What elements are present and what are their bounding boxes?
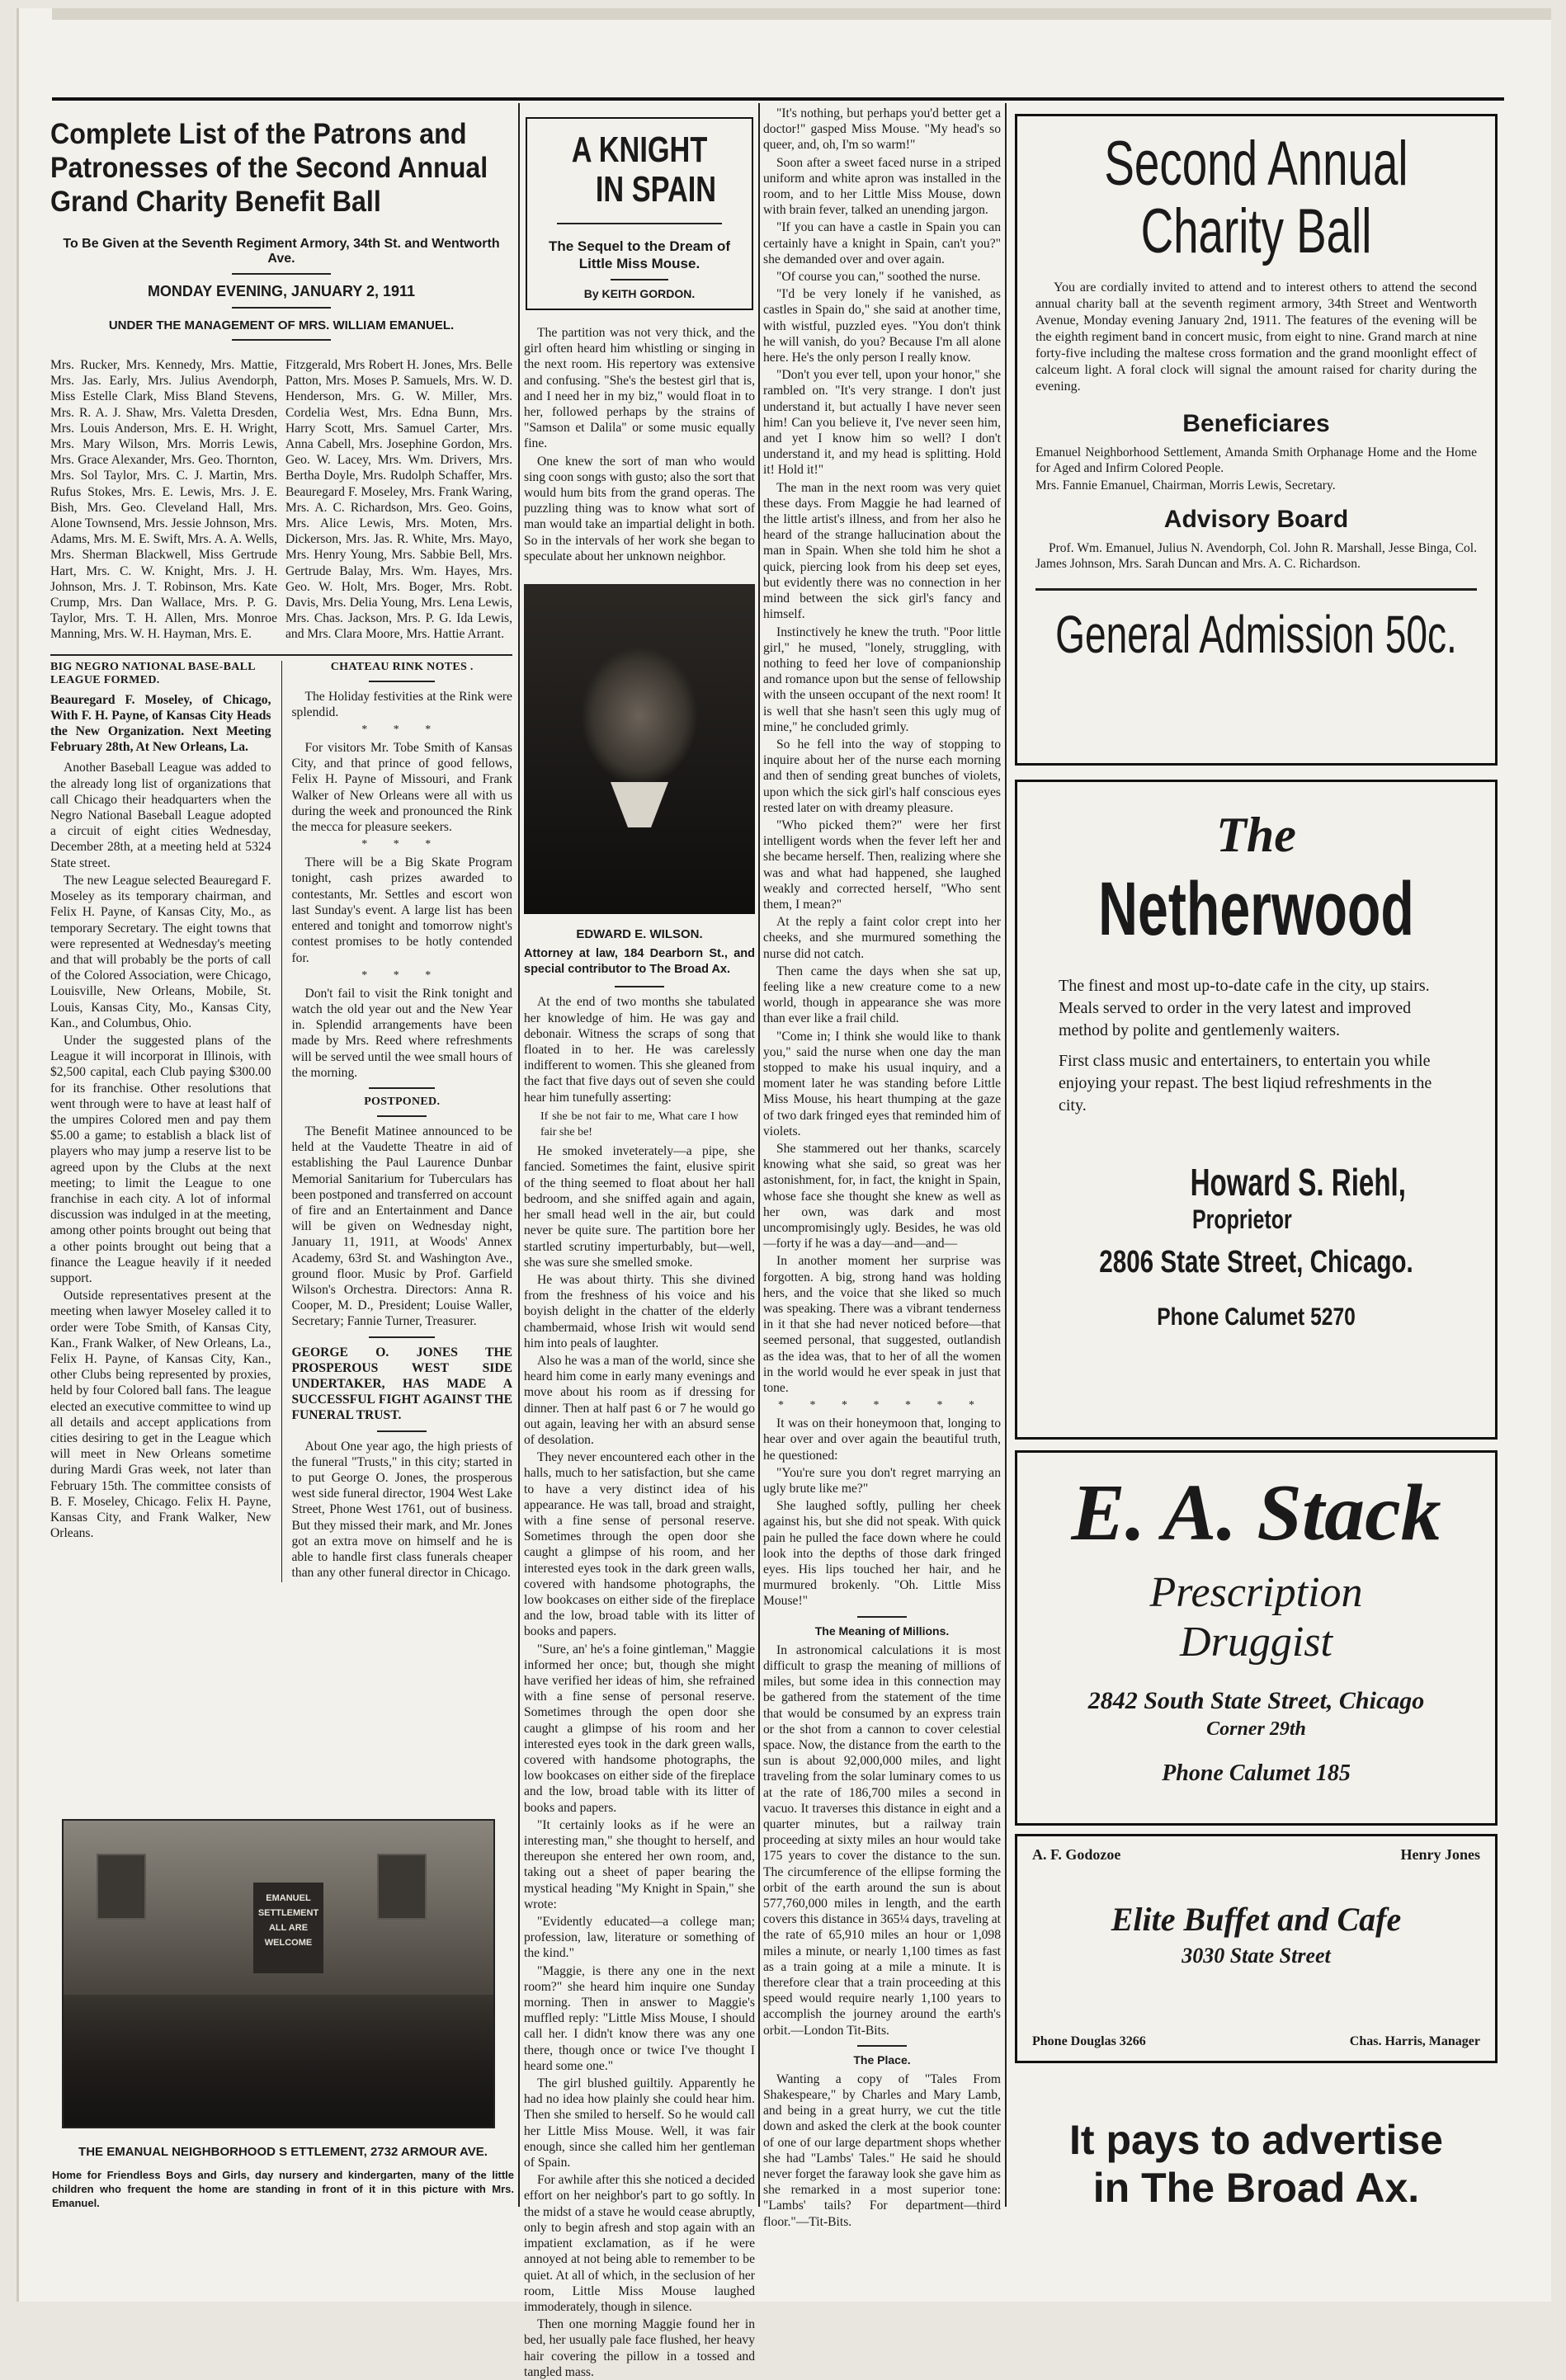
story-paragraph: They never encountered each other in the halls, much to her satisfaction, but she came to have a very distinct idea of his appearance. He was tall, broad and straight, with a fine sense of personal reserve. Sometimes through the open door she caught a glimpse of his room, and her interested eyes took in the dark green walls, covered with handsome photographs, the low bookcases on either side of the fireplace and the low, broad table with its litter of books and papers. [524, 1450, 755, 1639]
stack-address: 2842 South State Street, Chicago [1087, 1687, 1425, 1714]
league-headline: BIG NEGRO NATIONAL BASE-BALL LEAGUE FORMED. [50, 660, 256, 686]
pays-line1: It pays to advertise [1069, 2117, 1443, 2163]
elite-title: Elite Buffet and Cafe [1111, 1901, 1402, 1938]
photo-caption: THE EMANUAL NEIGHBORHOOD S ETTLEMENT, 2732 ARMOUR AVE. [78, 2145, 488, 2159]
advisory-list: Prof. Wm. Emanuel, Julius N. Avendorph, Col. John R. Marshall, Jesse Binga, Col. James Johnson, Mrs. Sarah Duncan and Mrs. A. C. Richardson. [1035, 540, 1477, 571]
story-paragraph: "Maggie, is there any one in the next room?" she heard him inquire one Sunday morning. Then in answer to Maggie's muffled reply: "Little Miss Mouse, I should call her. I didn't know there was any one there, though once or twice I've thought I heard some one." [524, 1963, 755, 2073]
story-paragraph: "Evidently educated—a college man; profession, law, literature or something of the kind." [524, 1915, 755, 1961]
ball-title-1: Second Annual [1104, 129, 1408, 199]
story-paragraph: "Of course you can," soothed the nurse. [776, 270, 981, 285]
portrait-caption: Attorney at law, 184 Dearborn St., and special contributor to The Broad Ax. [524, 947, 755, 977]
netherwood-address: 2806 State Street, Chicago. [1099, 1245, 1413, 1280]
netherwood-the: The [1216, 808, 1296, 862]
stack-line1: Prescription [1149, 1569, 1363, 1616]
league-paragraph: Another Baseball League was added to the already long list of organizations that call Chicago their headquarters when the Negro National Baseball League adopted a circuit of eight cities Wednesday, December 28th, at a meeting held at 5324 State street. [50, 761, 271, 870]
ad-stack [1015, 1450, 1498, 1826]
proprietor-title: Proprietor [1192, 1204, 1292, 1234]
portrait-name: EDWARD E. WILSON. [576, 927, 703, 942]
story-paragraph: Then one morning Maggie found her in bed, her usually pale face flushed, her heavy hair covering the pillow in a tossed and tangled mass. [524, 2317, 755, 2379]
right-subcolumn: CHATEAU RINK NOTES . The Holiday festivities at the Rink were splendid. * * * For visitors Mr. Tobe Smith of Kansas City, and that prince of good fellows, Felix H. Payne of Missouri, and Frank Walker of New Orleans were all with us during the week and pronounced the Rink the mecca for pleasure seekers. * * * There will be a Big Skate Program tonight, cash prizes awarded to contestants, Mr. Settles and escort won last Sunday's event. A large list has been entered and tonight and tomorrow night's contest promises to be hotly contended for. * * * Don't fail to visit the Rink tonight and watch the old year out and the New Year in. Splendid arrangements have been made by Mrs. Reed where refreshments will be served until the wee small hours of the morning. POSTPONED. The Benefit Matinee announced to be held at the Vaudette Theatre in aid of establishing the Paul Laurence Dunbar Memorial Sanitarium for Tuberculars has been postponed and transferred on account of fire and an Entertainment and Dance will be given on Wednesday night, January 11, 1911, at Woods' Annex Academy, 63rd St. and Washington Ave., ground floor. Music by Prof. Garfield Wilson's Orchestra. Directors: Anna R. Cooper, M. D., President; Louise Waller, Secretary; Fannie Turner, Treasurer. GEORGE O. JONES THE PROSPEROUS WEST SIDE UNDERTAKER, HAS MADE A SUCCESSFUL FIGHT AGAINST THE FUNERAL TRUST. About One year ago, the high priests of the funeral "Trusts," in this city; started in to put George O. Jones, the prosperous west side funeral director, 1904 West Lake Street, Phone West 1761, out of business. But they missed their mark, and Mr. Jones got an extra move on himself and he is able to handle first class funerals cheaper than any other funeral director in Chicago. [291, 660, 512, 1581]
ad-netherwood [1015, 780, 1498, 1440]
ball-admission: General Admission 50c. [1055, 605, 1457, 665]
knight-byline: By KEITH GORDON. [583, 287, 696, 300]
story-paragraph: The girl blushed guiltily. Apparently he had no idea how plainly she could hear him. Then she smiled to herself. So he would call her Little Miss Mouse. Well, it was fair enough, since she called him her gentleman of Spain. [524, 2076, 755, 2170]
newspaper-page [17, 8, 1551, 2379]
ad-broad-ax [1015, 2116, 1498, 2212]
netherwood-phone: Phone Calumet 5270 [1157, 1303, 1356, 1331]
beneficiaries-list: Emanuel Neighborhood Settlement, Amanda Smith Orphanage Home and the Home for Aged and Infirm Colored People. [1035, 445, 1477, 476]
jones-paragraph: About One year ago, the high priests of the funeral "Trusts," in this city; started in to put George O. Jones, the prosperous west side funeral director, 1904 West Lake Street, Phone West 1761, out of business. But they missed their mark, and Mr. Jones got an extra move on himself and he is able to handle first class funerals cheaper than any other funeral director in Chicago. [291, 1439, 512, 1581]
patrons-right: Fitzgerald, Mrs Robert H. Jones, Mrs. Belle Patton, Mrs. Moses P. Samuels, Mrs. W. D. Henderson, Mrs. G. W. Miller, Mrs. Cordelia West, Mrs. Edna Bunn, Mrs. Harry Scott, Mrs. Samuel Carter, Mrs. Anna Cabell, Mrs. Josephine Gordon, Mrs. Geo. W. Lacey, Mrs. Wm. Drivers, Mrs. Bertha Doyle, Mrs. Rudolph Schaffer, Mrs. Beauregard F. Moseley, Mrs. Frank Waring, Mrs. A. C. Richardson, Mrs. Geo. Goins, Mrs. Alice Lewis, Mrs. Moten, Mrs. Dickerson, Mrs. Jas. R. White, Mrs. Mayo, Mrs. Henry Young, Mrs. Sabbie Bell, Mrs. Gertrude Balay, Mrs. Wm. Hayes, Mrs. Geo. W. Holt, Mrs. Boger, Mrs. Robt. Davis, Mrs. Delia Young, Mrs. Lena Lewis, Mrs. Chas. Jackson, Mrs. P. G. Ida Lewis, and Mrs. Clara Moore, Mrs. Hattie Arrant. [285, 358, 512, 642]
elite-footer [1032, 2034, 1480, 2049]
wilson-portrait [524, 584, 755, 914]
story-paragraph: He smoked inveterately—a pipe, she fancied. Sometimes the faint, elusive spirit of the thing seemed to float about her hall bedroom, and she sniffed again and again, her small head well in the air, but could never be quite sure. The partition bore her startled scrutiny imperturbably, but—well, she was sure she smelled smoke. [524, 1144, 755, 1270]
column-divider [518, 103, 520, 2207]
league-subhead: Beauregard F. Moseley, of Chicago, With F. H. Payne, of Kansas City Heads the New Organization. Next Meeting February 28th, At New Orleans, La. [50, 692, 271, 755]
settlement-photo [62, 1819, 495, 2128]
story-paragraph: She laughed softly, pulling her cheek against his, but she did not speak. With quick pain he pulled the face down where he could look into the depths of those dark fringed eyes. His lips touched her hair, and he murmured brokenly. "Oh. Little Miss Mouse!" [763, 1499, 1001, 1609]
stack-corner: Corner 29th [1206, 1718, 1306, 1740]
story-paragraph: "I'd be very lonely if he vanished, as castles in Spain do," she said at another time, with wistful, puzzled eyes. "You don't think he will vanish, do you? Because I'm all alone here. He's the only person I really know. [763, 287, 1001, 365]
elite-address: 3030 State Street [1182, 1944, 1331, 1968]
rink-paragraph: For visitors Mr. Tobe Smith of Kansas City, and that prince of good fellows, Felix H. Payne of Missouri, and Frank Walker of New Orleans were all with us during the week and pronounced the Rink the mecca for pleasure seekers. [291, 741, 512, 835]
story-paragraph: "If you can have a castle in Spain you can certainly have a knight in Spain, can't you?" she demanded over and over again. [763, 220, 1001, 266]
elite-left-name: A. F. Godozoe [1032, 1846, 1121, 1863]
ball-title-2: Charity Ball [1140, 196, 1372, 266]
rink-headline: CHATEAU RINK NOTES . [330, 660, 474, 673]
ad-charity-ball [1015, 114, 1498, 766]
netherwood-name: Netherwood [1098, 867, 1414, 951]
elite-manager: Chas. Harris, Manager [1349, 2034, 1480, 2048]
column-divider [1005, 103, 1007, 2207]
patrons-management: UNDER THE MANAGEMENT OF MRS. WILLIAM EMANUEL. [108, 318, 455, 332]
ball-body: You are cordially invited to attend and to interest others to attend the second annual charity ball at the seventh regiment armory, 34th Street and Wentworth Avenue, Monday evening January 2nd, 1911. The features of the evening will be the eighth regiment band in concert music, from eight to nine. Grand march at nine forty-five including the maltese cross formation and the grand moonlight effect of calceum light. A foral clock will signal the amount raised for charity during the evening. [1035, 280, 1477, 394]
elite-phone: Phone Douglas 3266 [1032, 2034, 1146, 2048]
story-paragraph: At the end of two months she tabulated her knowledge of him. He was gay and debonair. Witness the scraps of song that floated in to her. He was carelessly indifferent to women. This she gleaned from the fact that five days out of seven she could hear him tunefully asserting: [524, 995, 755, 1105]
story-paragraph: "You're sure you don't regret marrying an ugly brute like me?" [763, 1465, 1001, 1496]
league-article [50, 661, 271, 1583]
story-paragraph: It was on their honeymoon that, longing to hear over and over again the beautiful truth, he questioned: [763, 1416, 1001, 1463]
story-paragraph: At the reply a faint color crept into her cheeks, and she murmured something the nurse did not catch. [763, 915, 1001, 961]
story-paragraph: The partition was not very thick, and the girl often heard him whistling or singing in the next room. His repertory was extensive and confusing. "She's the bestest girl that is, and I need her in my biz," would float in to her, followed perhaps by the strains of "Samson et Dalila" or some music equally fine. [524, 326, 755, 451]
story-paragraph: She stammered out her thanks, scarcely knowing what she said, so great was her astonishment, for, in fact, the knight in Spain, whose face she thought she knew as well as her own, was dark and most uncompromisingly ugly. Besides, he was old—forty if he was a day—and—and— [763, 1142, 1001, 1251]
knight-title-box [526, 117, 753, 310]
story-paragraph: One knew the sort of man who would sing coon songs with gusto; also the sort that would hum bits from the grand operas. The puzzling thing was to know what sort of man would take an impartial delight in both. So in the intervals of her work she began to speculate about her unknown neighbor. [524, 454, 755, 563]
story-paragraph: For awhile after this she noticed a decided effort on her neighbor's part to go softly. In the midst of a stave he would cease abruptly, only to begin afresh and stop again with an impatient exclamation, as if he were annoyed at not being able to remember to be quiet. At all of which, in the seclusion of her room, Little Miss Mouse laughed immoderately, though in silence. [524, 2173, 755, 2314]
story-paragraph: "It certainly looks as if he were an interesting man," she thought to herself, and thereupon she entered her own room, and, taking out a sheet of paper bearing the mystical heading "My Knight in Spain," she wrote: [524, 1817, 755, 1911]
patrons-venue: To Be Given at the Seventh Regiment Armory, 34th St. and Wentworth Ave. [63, 237, 500, 266]
knight-subtitle: The Sequel to the Dream of Little Miss Mouse. [548, 238, 731, 271]
story-paragraph: "Don't you ever tell, upon your honor," she rambled on. "It's very strange. I don't just understand it, but actually I have never seen him! Can you believe it, I've never seen him, and yet I know him so well? I don't understand it, and my head is splitting. Hold it! Hold it!" [763, 368, 1001, 478]
story-verse: If she be not fair to me, What care I how fair she be! [540, 1110, 738, 1139]
rink-paragraph: There will be a Big Skate Program tonight, cash prizes awarded to contestants, Mr. Settles and escort won last Sunday's event. A large list has been entered and tonight and tomorrow night's contest promises to be hotly contended for. [291, 855, 512, 965]
league-paragraph: Outside representatives present at the meeting when lawyer Moseley called it to order were Tobe Smith, of Kansas City, Kan., Frank Walker, of New Orleans, La., Felix H. Payne, of Kansas City, Kan., other Clubs being represented by proxies, held by four Colored ball fans. The league elected an executive committee to wind up all details and accept applications from cities desiring to get in the League which will meet in New Orleans sometime during Mardi Gras week, not later than February 15th. The committee consists of B. F. Moseley, Chicago. Felix H. Payne, Kansas City, and Frank Walker, New Orleans. [50, 1289, 271, 1541]
page-edge [52, 8, 1551, 20]
stack-name: E. A. Stack [1071, 1468, 1441, 1558]
elite-right-name: Henry Jones [1400, 1846, 1480, 1863]
millions-headline: The Meaning of Millions. [814, 1624, 950, 1638]
patrons-title: Complete List of the Patrons and Patronesses of the Second Annual Grand Charity Benefit Ball [50, 118, 488, 218]
story-paragraph: In another moment her surprise was forgotten. A big, strong hand was holding hers, and the voice that she liked so much was speaking. There was a vibrant tenderness in it that she had never noticed before—that seemed personal, that suggested, outlandish as the idea was, that to her of all the women in the world would he ever speak in just that tone. [763, 1254, 1001, 1396]
postponed-headline: POSTPONED. [364, 1095, 441, 1108]
beneficiaries-heading: Beneficiares [1182, 410, 1330, 437]
story-paragraph: "It's nothing, but perhaps you'd better get a doctor!" gasped Miss Mouse. "My head's so queer, and, oh, I'm so warm!" [763, 106, 1001, 153]
knight-title-2: IN SPAIN [595, 169, 717, 210]
knight-title-1: A KNIGHT [571, 130, 708, 170]
story-paragraph: Soon after a sweet faced nurse in a striped uniform and white apron was installed in the room, and to her Little Miss Mouse, down with brain fever, talked an unending jargon. [763, 155, 1001, 218]
elite-names [1032, 1846, 1480, 1864]
ball-chairman: Mrs. Fannie Emanuel, Chairman, Morris Lewis, Secretary. [1035, 478, 1336, 493]
jones-headline: GEORGE O. JONES THE PROSPEROUS WEST SIDE UNDERTAKER, HAS MADE A SUCCESSFUL FIGHT AGAINST THE FUNERAL TRUST. [291, 1345, 512, 1423]
rink-paragraph: Don't fail to visit the Rink tonight and watch the old year out and the New Year in. Splendid arrangements have been made by Mrs. Reed where refreshments will be served until the wee small hours of the morning. [291, 986, 512, 1080]
top-rule [52, 97, 1504, 101]
league-paragraph: The new League selected Beauregard F. Moseley as its temporary chairman, and Felix H. Payne, of Kansas City, Mo., as temporary Secretary. The eight towns that were represented at Wednesday's meeting and that will probably be the ports of call of the Colored Association, were Chicago, Louisville, New Orleans, Mobile, St. Louis, Kansas City, Mo., Kansas City, Kan., and Columbus, Ohio. [50, 873, 271, 1030]
ad-elite [1015, 1834, 1498, 2063]
column-2 [524, 107, 755, 2379]
story-paragraph: Also he was a man of the world, since she heard him come in early many evenings and move about his room as if dressing for dinner. Then at half past 6 or 7 he would go out again, leaving her with an absurd sense of desolation. [524, 1353, 755, 1447]
story-paragraph: The man in the next room was very quiet these days. From Maggie he had learned of the little artist's illness, and from her also he heard of the strange hallucination about the man in Spain. When she told him he shot a quick, piercing look from his deep set eyes, but evidently there was no connection in her mind between the sick girl's fancy and himself. [763, 480, 1001, 622]
patrons-date: MONDAY EVENING, JANUARY 2, 1911 [147, 283, 416, 299]
stack-line2: Druggist [1180, 1619, 1333, 1666]
stack-phone: Phone Calumet 185 [1162, 1760, 1351, 1786]
story-paragraph: "Who picked them?" were her first intelligent words when the fever left her and she became herself. Then, realizing where she was and what had happened, she laughed weakly and corrected herself, "Who sent them, I mean?" [763, 818, 1001, 912]
millions-paragraph: In astronomical calculations it is most difficult to grasp the meaning of millions of miles, but some idea in this connection may be gathered from the statement of the time that would be consumed by an express train or the shot from a cannon to cover celestial space. Now, the distance from the earth to the sun is about 92,000,000 miles, and light traveling from the solar luminary comes to us at the rate of 186,700 miles a second in vacuo. It traverses this distance in eight and a quarter minutes, but a railway train proceeding at sixty miles an hour would take 175 years to cover the distance to the sun. The circumference of the ellipse forming the orbit of the earth around the sun is about 577,760,000 miles in length, and the earth covers this distance in 365¼ days, traveling at the rate of 65,910 miles an hour or 1,098 miles a minute, or nearly 1,100 times as fast as a train going at a mile a minute. It is therefore clear that a train proceeding at this speed would require nearly 1,100 years to accomplish the journey around the earth's orbit.—London Tit-Bits. [763, 1642, 1001, 2038]
story-paragraph: He was about thirty. This she divined from the freshness of his voice and his boyish delight in the chatter of the elderly chambermaid, whose Irish wit would send him into peals of laughter. [524, 1272, 755, 1350]
advisory-heading: Advisory Board [1163, 505, 1349, 533]
netherwood-p1: The finest and most up-to-date cafe in the city, up stairs. Meals served to order in the very latest and improved method by polite and gentlemenly waiters. [1059, 977, 1430, 1039]
league-paragraph: Under the suggested plans of the League it will incorporat in Illinois, with $2,500 capital, each Club paying $300.00 for its franchise. Other resolutions that went through were to have at least half of the umpires Colored men and pay them $5.00 a game; to establish a black list of players who may jump a reserve list to be agreed upon by the Clubs at the next meeting; to limit the League to one franchise in each city. A lot of informal discussion was indulged in at the meeting, among other points brought out being that a other points brought out being that a finance the League heavily if it needed support. [50, 1033, 271, 1285]
patrons-list [50, 357, 512, 644]
story-paragraph: "Sure, an' he's a foine gintleman," Maggie informed her once; but, though she might have verified her ideas of him, she refrained with a fine sense of personal reserve. Sometimes through the open door she caught a glimpse of his room and her interested eyes took in the dark green walls, covered with handsome photographs, the low bookcases on either side of the fireplace and the low, broad table with its litter of books and papers. [524, 1642, 755, 1815]
patrons-left: Mrs. Rucker, Mrs. Kennedy, Mrs. Mattie, Mrs. Jas. Early, Mrs. Julius Avendorph, Miss Estelle Clark, Miss Bland Stevens, Mrs. R. A. J. Shaw, Mrs. Valetta Dresden, Mrs. Louis Anderson, Mrs. E. H. Wright, Mrs. Mary Wilson, Mrs. Morris Lewis, Mrs. Grace Alexander, Mrs. Geo. Thornton, Mrs. Sol Taylor, Mrs. C. J. Martin, Mrs. Rufus Stokes, Mrs. E. Lewis, Mrs. J. E. Bish, Mrs. Geo. Cleveland Hall, Mrs. Alone Townsend, Mrs. Jessie Johnson, Mrs. Adams, Mrs. M. E. Swift, Mrs. A. A. Wells, Mrs. Sherman Blackwell, Miss Gertrude Hart, Mrs. C. W. Knight, Mrs. J. H. Johnson, Mrs. J. T. Robinson, Mrs. Kate Crump, Mrs. Dan Wallace, Mrs. P. G. Taylor, Mrs. T. H. Allen, Mrs. Monroe Manning, Mrs. W. H. Hayman, Mrs. E. [50, 358, 277, 642]
place-headline: The Place. [853, 2052, 911, 2067]
photo-sign: EMANUEL SETTLEMENT ALL ARE WELCOME [253, 1883, 323, 1973]
netherwood-proprietor [1059, 1160, 1454, 1235]
place-paragraph: Wanting a copy of "Tales From Shakespeare," by Charles and Mary Lamb, and being in a great hurry, we cut the title down and asked the clerk at the book counter of one of our large department shops whether she had "Lambs' Tales." He said he should never forget the faraway look she gave him as she remarked in a most superior tone: "Lambs' tails? For department—third floor."—Tit-Bits. [763, 2071, 1001, 2229]
proprietor-name: Howard S. Riehl, [1190, 1161, 1406, 1204]
photo-subcaption: Home for Friendless Boys and Girls, day nursery and kindergarten, many of the little children who frequent the home are standing in front of it in this picture with Mrs. Emanuel. [52, 2169, 514, 2209]
pays-line2: in The Broad Ax. [1092, 2165, 1420, 2211]
netherwood-p2: First class music and entertainers, to entertain you while enjoying your repast. The best liqiud refreshments in the city. [1059, 1052, 1432, 1115]
story-paragraph: So he fell into the way of stopping to inquire about her of the nurse each morning and then of sending great bunches of violets, upon which the sick girl's half conscious eyes rested later on with dreamy pleasure. [763, 737, 1001, 815]
story-paragraph: Then came the days when she sat up, feeling like a new creature come to a new world, though in appearance she was more than ever like a frail child. [763, 964, 1001, 1026]
story-paragraph: Instinctively he knew the truth. "Poor little girl," he mused, "lonely, struggling, with nothing to feed her love of companionship and romance upon but the sense of fellowship with the unseen occupant of the next room! It is well that she hasn't seen this ugly mug of mine," he concluded grimly. [763, 624, 1001, 734]
rink-paragraph: The Holiday festivities at the Rink were splendid. [291, 689, 512, 719]
column-3: "It's nothing, but perhaps you'd better get a doctor!" gasped Miss Mouse. "My head's so queer, and, oh, I'm so warm!" Soon after a sweet faced nurse in a striped uniform and white apron was installed in the room, and to her Little Miss Mouse, down with brain fever, talked an unending jargon. "If you can have a castle in Spain you can certainly have a knight in Spain, can't you?" she demanded over and over again. "Of course you can," soothed the nurse. "I'd be very lonely if he vanished, as castles in Spain do," she said at another time, with wistful, puzzled eyes. "You don't think he will vanish, do you? Because I'm all alone here. He's the only person I really know. "Don't you ever tell, upon your honor," she rambled on. "It's very strange. I don't just understand it, but actually I have never seen him! Can you believe it, I've never seen him, and yet I know him so well? I don't understand it, and my head is splitting. Hold it! Hold it!" The man in the next room was very quiet these days. From Maggie he had learned of the little artist's illness, and from her also he heard of the strange hallucination about the man in Spain. When she told him he shot a quick, piercing look from his deep set eyes, but evidently there was no connection in her mind between the sick girl's fancy and himself. Instinctively he knew the truth. "Poor little girl," he mused, "lonely, struggling, with nothing to feed her love of companionship and romance upon but the sense of fellowship with the unseen occupant of the next room! It is well that she hasn't seen this ugly mug of mine," he concluded grimly. So he fell into the way of stopping to inquire about her of the nurse each morning and then of sending great bunches of violets, upon which the sick girl's half conscious eyes rested later on with dreamy pleasure. "Who picked them?" were her first intelligent words when the fever left her and she became herself. Then, realizing where she was and what had happened, she laughed weakly and corrected herself, "Who sent them, I mean?" At the reply a faint color crept into her cheeks, and she murmured something the nurse did not catch. Then came the days when she sat up, feeling like a new creature come to a new world, though in appearance she was more than ever like a frail child. "Come in; I think she would like to thank you," said the nurse when one day the man stopped to make his usual inquiry, and a moment later he was standing before Little Miss Mouse, his heart thumping at the gaze of two dark fringed eyes that reminded him of violets. She stammered out her thanks, scarcely knowing what she said, so great was her astonishment, for, in fact, the knight in Spain, whose face she thought she knew as well as her own, was dark and most uncompromisingly ugly. Besides, he was old—forty if he was a day—and—and— In another moment her surprise was forgotten. A big, strong hand was holding hers, and the voice that she liked so much was speaking. There was a vibrant tenderness in it that she had never noticed before—that seemed personal, that suggested, outlandish as the idea was, that to her of all the women in the world would he ever speak in just that tone. * * * * * * * It was on their honeymoon that, longing to hear over and over again the beautiful truth, he questioned: "You're sure you don't regret marrying an ugly brute like me?" She laughed softly, pulling her cheek against his, but she did not speak. With quick pain he pulled the face down where he could look into the depths of those dark fringed eyes. His lips touched her hair, and he murmured brokenly. "Oh. Little Miss Mouse!" The Meaning of Millions. In astronomical calculations it is most difficult to grasp the meaning of millions of miles, but some idea in this connection may be gathered from the statement of the time that would be consumed by an express train or the shot from a cannon to cover celestial space. Now, the distance from the earth to the sun is about 92,000,000 miles, and light traveling from the solar luminary comes to us at the rate of 186,700 miles a second in vacuo. It traverses this distance in eight and a quarter minutes, but a railway train proceeding at sixty miles an hour would take 175 years to cover the distance to the sun. The circumference of the ellipse forming the orbit of the earth around the sun is about 577,760,000 miles in length, and the earth covers this distance in 365¼ days, traveling at the rate of 65,910 miles an hour or 1,098 miles a minute, or nearly 1,100 times as fast as a train going at a mile a minute. It is therefore clear that a train proceeding at this speed would require nearly 1,100 years to accomplish the journey around the earth's orbit.—London Tit-Bits. The Place. Wanting a copy of "Tales From Shakespeare," by Charles and Mary Lamb, and being in a great hurry, we cut the title down and asked the clerk at the book counter of one of our large department shops whether she had "Lambs' Tales." He said he should never forget the faraway look she gave him as she remarked in a most superior tone: "Lambs' tails? For department—third floor."—Tit-Bits. [763, 106, 1001, 2229]
column-divider [758, 103, 760, 2207]
postponed-paragraph: The Benefit Matinee announced to be held at the Vaudette Theatre in aid of establishing the Paul Laurence Dunbar Memorial Sanitarium for Tuberculars has been postponed and transferred on account of fire and an Entertainment and Dance will be given on Wednesday night, January 11, 1911, at Woods' Annex Academy, 63rd St. and Washington Ave., ground floor. Music by Prof. Garfield Wilson's Orchestra. Directors: Anna R. Cooper, M. D., President; Louise Waller, Secretary; Fannie Turner, Treasurer. [291, 1124, 512, 1329]
story-paragraph: "Come in; I think she would like to thank you," said the nurse when one day the man stopped to make his usual inquiry, and a moment later he was standing before Little Miss Mouse, his heart thumping at the gaze of two dark fringed eyes that reminded him of violets. [763, 1029, 1001, 1138]
